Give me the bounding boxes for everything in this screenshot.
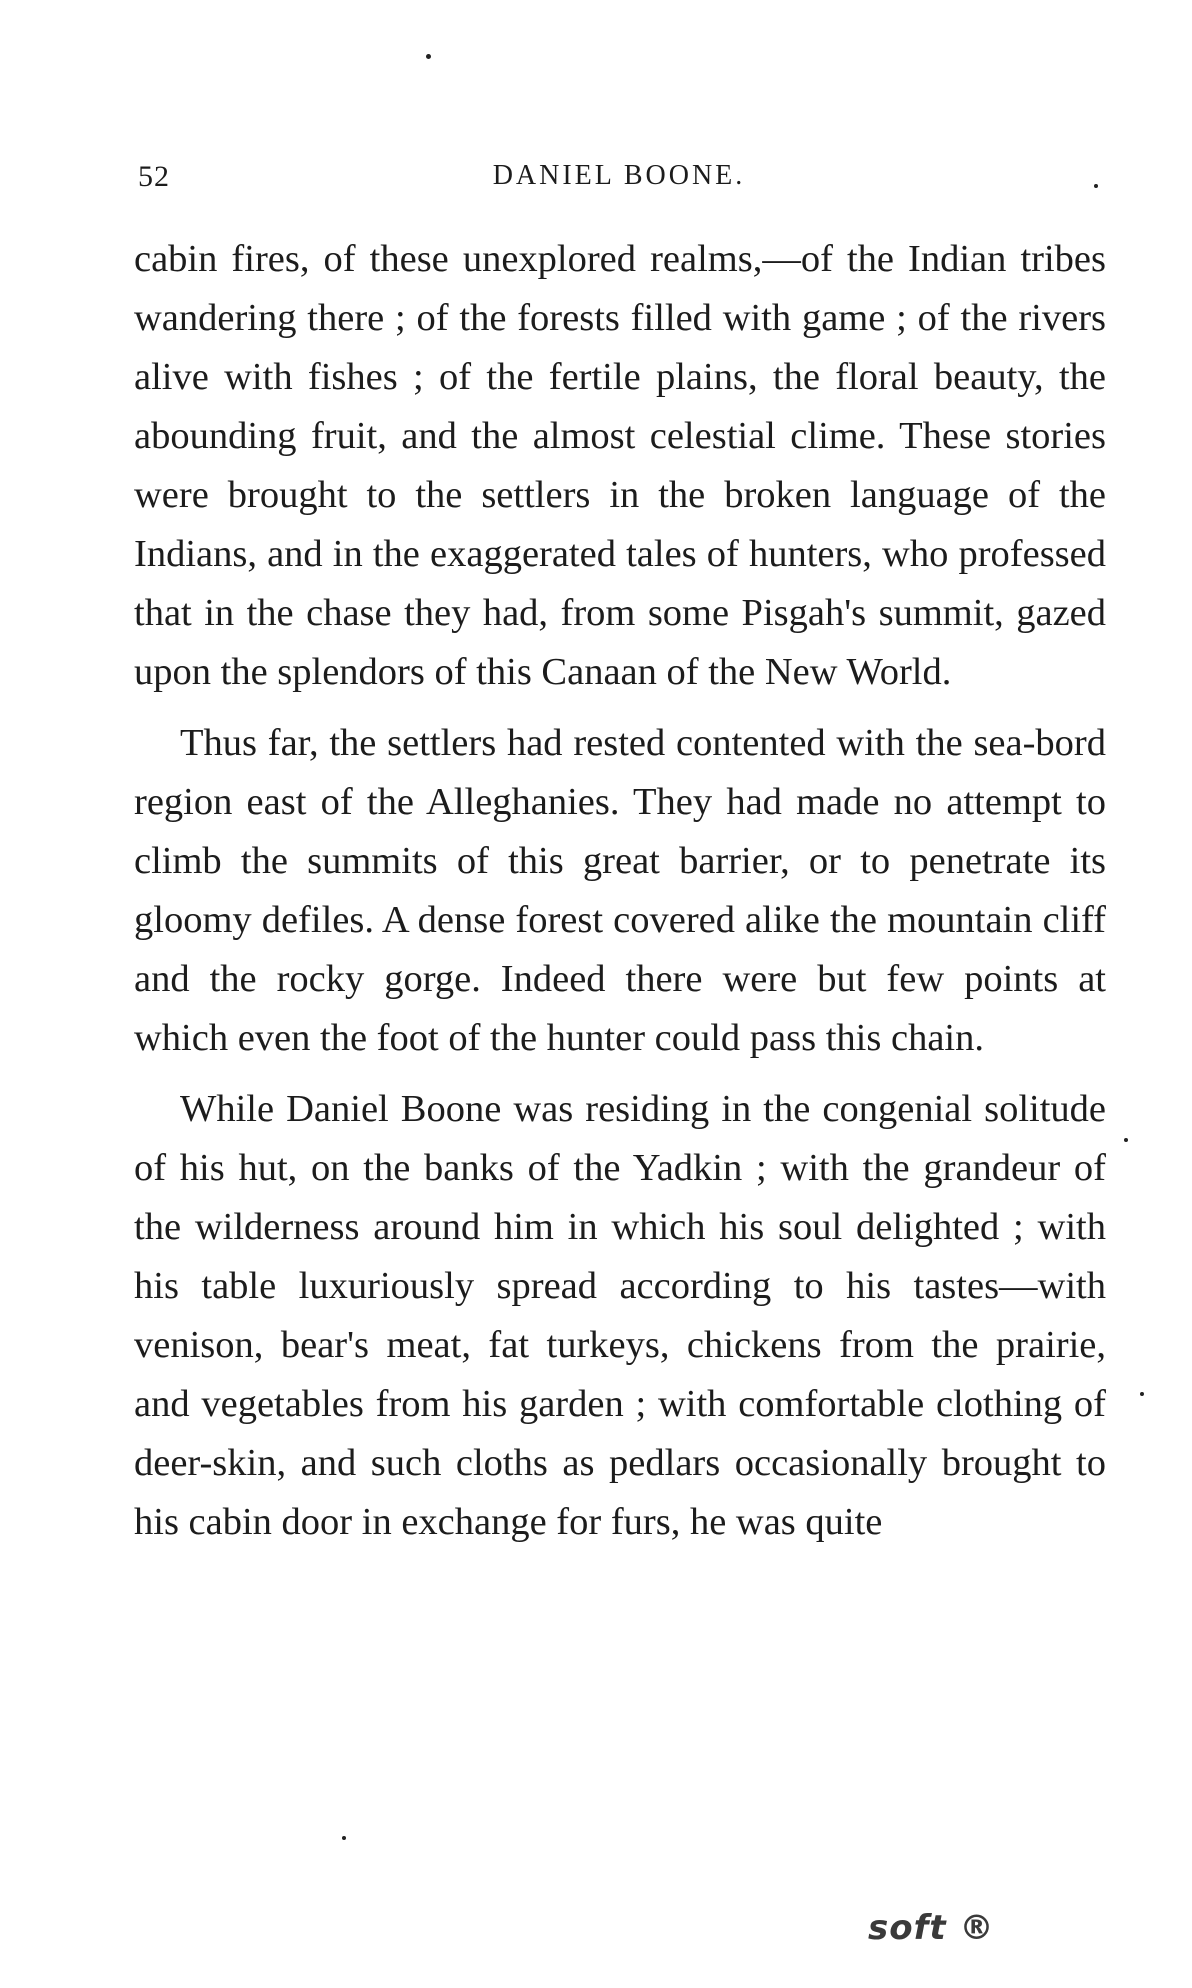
print-speck [342, 1836, 346, 1840]
paragraph: While Daniel Boone was residing in the congenial solitude of his hut, on the banks of the Yadkin ; with the grandeur of the wilderness around him in which his soul delighted ; with his table luxuriously spread according to his tastes—with venison, bear's meat, fat turkeys, chickens from the prairie, and vegetables from his garden ; with comfortable clothing of deer-skin, and such cloths as pedlars occasionally brought to his cabin door in exchange for furs, he was quite [134, 1088, 1106, 1543]
print-speck [1124, 1138, 1128, 1142]
paragraph: Thus far, the settlers had rested contented with the sea-bord region east of the Alleghanies. They had made no attempt to climb the summits of this great barrier, or to penetrate its gloomy defiles. A dense forest covered alike the mountain cliff and the rocky gorge. Indeed there were but few points at which even the foot of the hunter could pass this chain. [134, 722, 1106, 1059]
running-head [134, 160, 1104, 200]
paragraph: cabin fires, of these unexplored realms,—of the Indian tribes wandering there ; of the forests filled with game ; of the rivers alive with fishes ; of the fertile plains, the floral beauty, the abounding fruit, and the almost celestial clime. These stories were brought to the settlers in the broken language of the Indians, and in the exaggerated tales of hunters, who professed that in the chase they had, from some Pisgah's summit, gazed upon the splendors of this Canaan of the New World. [134, 238, 1106, 693]
running-title: DANIEL BOONE. [492, 160, 746, 191]
page-number: 52 [138, 160, 170, 193]
print-speck [1140, 1392, 1144, 1396]
body-text [134, 230, 1106, 1564]
scan-watermark: soft ® [868, 1908, 995, 1948]
print-speck [426, 54, 431, 59]
